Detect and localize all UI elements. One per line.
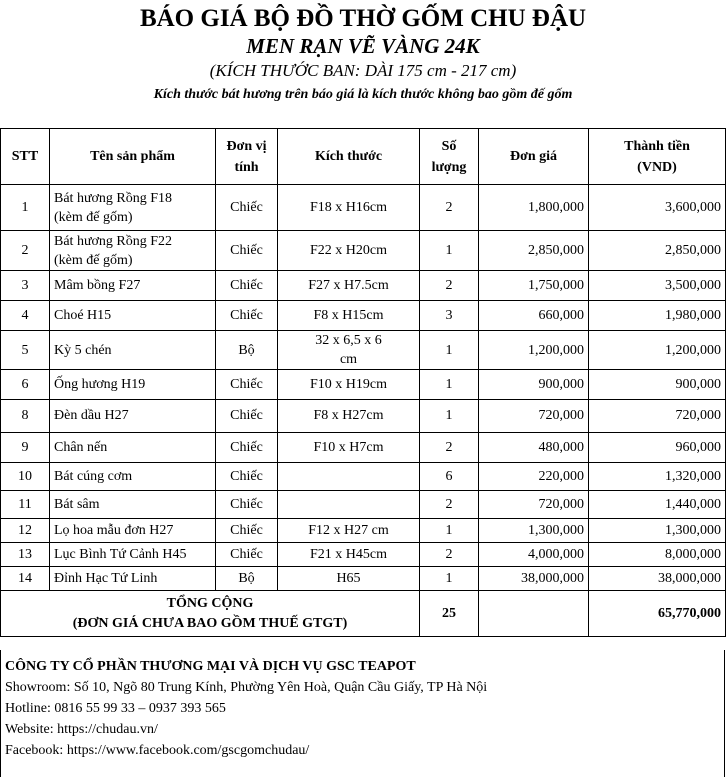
row-unit-price: 720,000 bbox=[479, 491, 589, 519]
row-unit-price: 900,000 bbox=[479, 370, 589, 400]
row-size: 32 x 6,5 x 6 cm bbox=[278, 331, 420, 370]
row-unit: Chiếc bbox=[216, 301, 278, 331]
row-unit-price: 1,750,000 bbox=[479, 271, 589, 301]
total-amount: 65,770,000 bbox=[589, 591, 726, 637]
table-row bbox=[1, 231, 726, 271]
row-quantity: 2 bbox=[420, 491, 479, 519]
row-amount: 1,320,000 bbox=[589, 463, 726, 491]
row-size: F8 x H15cm bbox=[278, 301, 420, 331]
row-product-name: Đỉnh Hạc Tứ Linh bbox=[50, 567, 216, 591]
row-quantity: 6 bbox=[420, 463, 479, 491]
row-size: H65 bbox=[278, 567, 420, 591]
row-unit-price: 4,000,000 bbox=[479, 543, 589, 567]
row-size bbox=[278, 463, 420, 491]
row-unit-price: 1,800,000 bbox=[479, 185, 589, 231]
row-quantity: 1 bbox=[420, 519, 479, 543]
row-amount: 1,200,000 bbox=[589, 331, 726, 370]
row-unit-price: 1,200,000 bbox=[479, 331, 589, 370]
row-product-name: Chân nến bbox=[50, 433, 216, 463]
header-stt: STT bbox=[1, 129, 50, 185]
row-unit: Chiếc bbox=[216, 370, 278, 400]
row-size: F10 x H19cm bbox=[278, 370, 420, 400]
table-size-note: (KÍCH THƯỚC BAN: DÀI 175 cm - 217 cm) bbox=[209, 61, 517, 80]
header-unit: Đơn vị tính bbox=[216, 129, 278, 185]
row-quantity: 2 bbox=[420, 271, 479, 301]
row-quantity: 2 bbox=[420, 433, 479, 463]
row-amount: 1,440,000 bbox=[589, 491, 726, 519]
table-row bbox=[1, 519, 726, 543]
table-row bbox=[1, 185, 726, 231]
quote-title: BÁO GIÁ BỘ ĐỒ THỜ GỐM CHU ĐẬU bbox=[139, 5, 587, 32]
row-amount: 38,000,000 bbox=[589, 567, 726, 591]
row-unit: Bộ bbox=[216, 331, 278, 370]
row-amount: 1,980,000 bbox=[589, 301, 726, 331]
row-size: F12 x H27 cm bbox=[278, 519, 420, 543]
row-unit: Chiếc bbox=[216, 400, 278, 433]
row-stt: 13 bbox=[1, 543, 50, 567]
row-size: F8 x H27cm bbox=[278, 400, 420, 433]
row-unit-price: 38,000,000 bbox=[479, 567, 589, 591]
row-product-name: Kỳ 5 chén bbox=[50, 331, 216, 370]
row-stt: 3 bbox=[1, 271, 50, 301]
row-quantity: 3 bbox=[420, 301, 479, 331]
row-unit-price: 720,000 bbox=[479, 400, 589, 433]
row-unit: Bộ bbox=[216, 567, 278, 591]
row-stt: 14 bbox=[1, 567, 50, 591]
hotline: Hotline: 0816 55 99 33 – 0937 393 565 bbox=[5, 701, 226, 716]
quote-header bbox=[0, 0, 726, 107]
header-unit-price: Đơn giá bbox=[479, 129, 589, 185]
row-quantity: 1 bbox=[420, 331, 479, 370]
row-amount: 3,600,000 bbox=[589, 185, 726, 231]
row-unit: Chiếc bbox=[216, 433, 278, 463]
row-size: F22 x H20cm bbox=[278, 231, 420, 271]
row-product-name: Choé H15 bbox=[50, 301, 216, 331]
row-stt: 9 bbox=[1, 433, 50, 463]
row-unit: Chiếc bbox=[216, 543, 278, 567]
company-info bbox=[0, 650, 725, 777]
row-unit-price: 660,000 bbox=[479, 301, 589, 331]
price-table bbox=[0, 128, 726, 637]
total-label: TỔNG CỘNG (ĐƠN GIÁ CHƯA BAO GỒM THUẾ GTGT) bbox=[1, 591, 420, 637]
row-stt: 5 bbox=[1, 331, 50, 370]
table-row bbox=[1, 433, 726, 463]
table-row bbox=[1, 301, 726, 331]
row-stt: 4 bbox=[1, 301, 50, 331]
row-product-name: Bát sâm bbox=[50, 491, 216, 519]
total-empty-cell bbox=[479, 591, 589, 637]
row-product-name: Bát hương Rồng F18 (kèm đế gốm) bbox=[50, 185, 216, 231]
row-product-name: Đèn dầu H27 bbox=[50, 400, 216, 433]
row-amount: 2,850,000 bbox=[589, 231, 726, 271]
row-unit: Chiếc bbox=[216, 491, 278, 519]
row-unit: Chiếc bbox=[216, 185, 278, 231]
row-product-name: Lọ hoa mẫu đơn H27 bbox=[50, 519, 216, 543]
row-stt: 1 bbox=[1, 185, 50, 231]
row-stt: 12 bbox=[1, 519, 50, 543]
row-quantity: 1 bbox=[420, 231, 479, 271]
total-row bbox=[1, 591, 726, 637]
row-quantity: 1 bbox=[420, 567, 479, 591]
facebook-link[interactable]: Facebook: https://www.facebook.com/gscgomchudau/ bbox=[5, 743, 310, 758]
row-amount: 3,500,000 bbox=[589, 271, 726, 301]
row-unit: Chiếc bbox=[216, 271, 278, 301]
row-amount: 900,000 bbox=[589, 370, 726, 400]
row-amount: 720,000 bbox=[589, 400, 726, 433]
table-row bbox=[1, 370, 726, 400]
header-product-name: Tên sản phẩm bbox=[50, 129, 216, 185]
row-stt: 6 bbox=[1, 370, 50, 400]
row-size bbox=[278, 491, 420, 519]
quote-subtitle: MEN RẠN VẼ VÀNG 24K bbox=[246, 34, 480, 58]
total-quantity: 25 bbox=[420, 591, 479, 637]
row-stt: 2 bbox=[1, 231, 50, 271]
table-row bbox=[1, 271, 726, 301]
table-row bbox=[1, 400, 726, 433]
header-quantity: Số lượng bbox=[420, 129, 479, 185]
row-size: F10 x H7cm bbox=[278, 433, 420, 463]
row-product-name: Ống hương H19 bbox=[50, 370, 216, 400]
showroom-address: Showroom: Số 10, Ngõ 80 Trung Kính, Phường Yên Hoà, Quận Cầu Giấy, TP Hà Nội bbox=[5, 680, 488, 695]
row-product-name: Mâm bồng F27 bbox=[50, 271, 216, 301]
row-product-name: Lục Bình Tứ Cảnh H45 bbox=[50, 543, 216, 567]
row-quantity: 1 bbox=[420, 370, 479, 400]
row-size: F18 x H16cm bbox=[278, 185, 420, 231]
row-product-name: Bát cúng cơm bbox=[50, 463, 216, 491]
row-amount: 1,300,000 bbox=[589, 519, 726, 543]
row-unit-price: 1,300,000 bbox=[479, 519, 589, 543]
row-stt: 10 bbox=[1, 463, 50, 491]
header-size: Kích thước bbox=[278, 129, 420, 185]
table-row bbox=[1, 331, 726, 370]
row-product-name: Bát hương Rồng F22 (kèm đế gốm) bbox=[50, 231, 216, 271]
website-link[interactable]: Website: https://chudau.vn/ bbox=[5, 722, 158, 737]
table-row bbox=[1, 567, 726, 591]
row-unit-price: 480,000 bbox=[479, 433, 589, 463]
row-size: F27 x H7.5cm bbox=[278, 271, 420, 301]
row-unit: Chiếc bbox=[216, 463, 278, 491]
row-unit: Chiếc bbox=[216, 231, 278, 271]
row-quantity: 2 bbox=[420, 543, 479, 567]
row-amount: 960,000 bbox=[589, 433, 726, 463]
row-size: F21 x H45cm bbox=[278, 543, 420, 567]
table-row bbox=[1, 543, 726, 567]
table-row bbox=[1, 491, 726, 519]
row-unit: Chiếc bbox=[216, 519, 278, 543]
row-stt: 8 bbox=[1, 400, 50, 433]
row-unit-price: 2,850,000 bbox=[479, 231, 589, 271]
row-amount: 8,000,000 bbox=[589, 543, 726, 567]
row-quantity: 2 bbox=[420, 185, 479, 231]
header-amount: Thành tiền (VND) bbox=[589, 129, 726, 185]
company-name: CÔNG TY CỔ PHẦN THƯƠNG MẠI VÀ DỊCH VỤ GSC TEAPOT bbox=[5, 659, 416, 674]
row-quantity: 1 bbox=[420, 400, 479, 433]
table-header-row bbox=[1, 129, 726, 185]
row-unit-price: 220,000 bbox=[479, 463, 589, 491]
incense-size-note: Kích thước bát hương trên báo giá là kích thước không bao gồm đế gốm bbox=[153, 87, 573, 102]
row-stt: 11 bbox=[1, 491, 50, 519]
table-row bbox=[1, 463, 726, 491]
